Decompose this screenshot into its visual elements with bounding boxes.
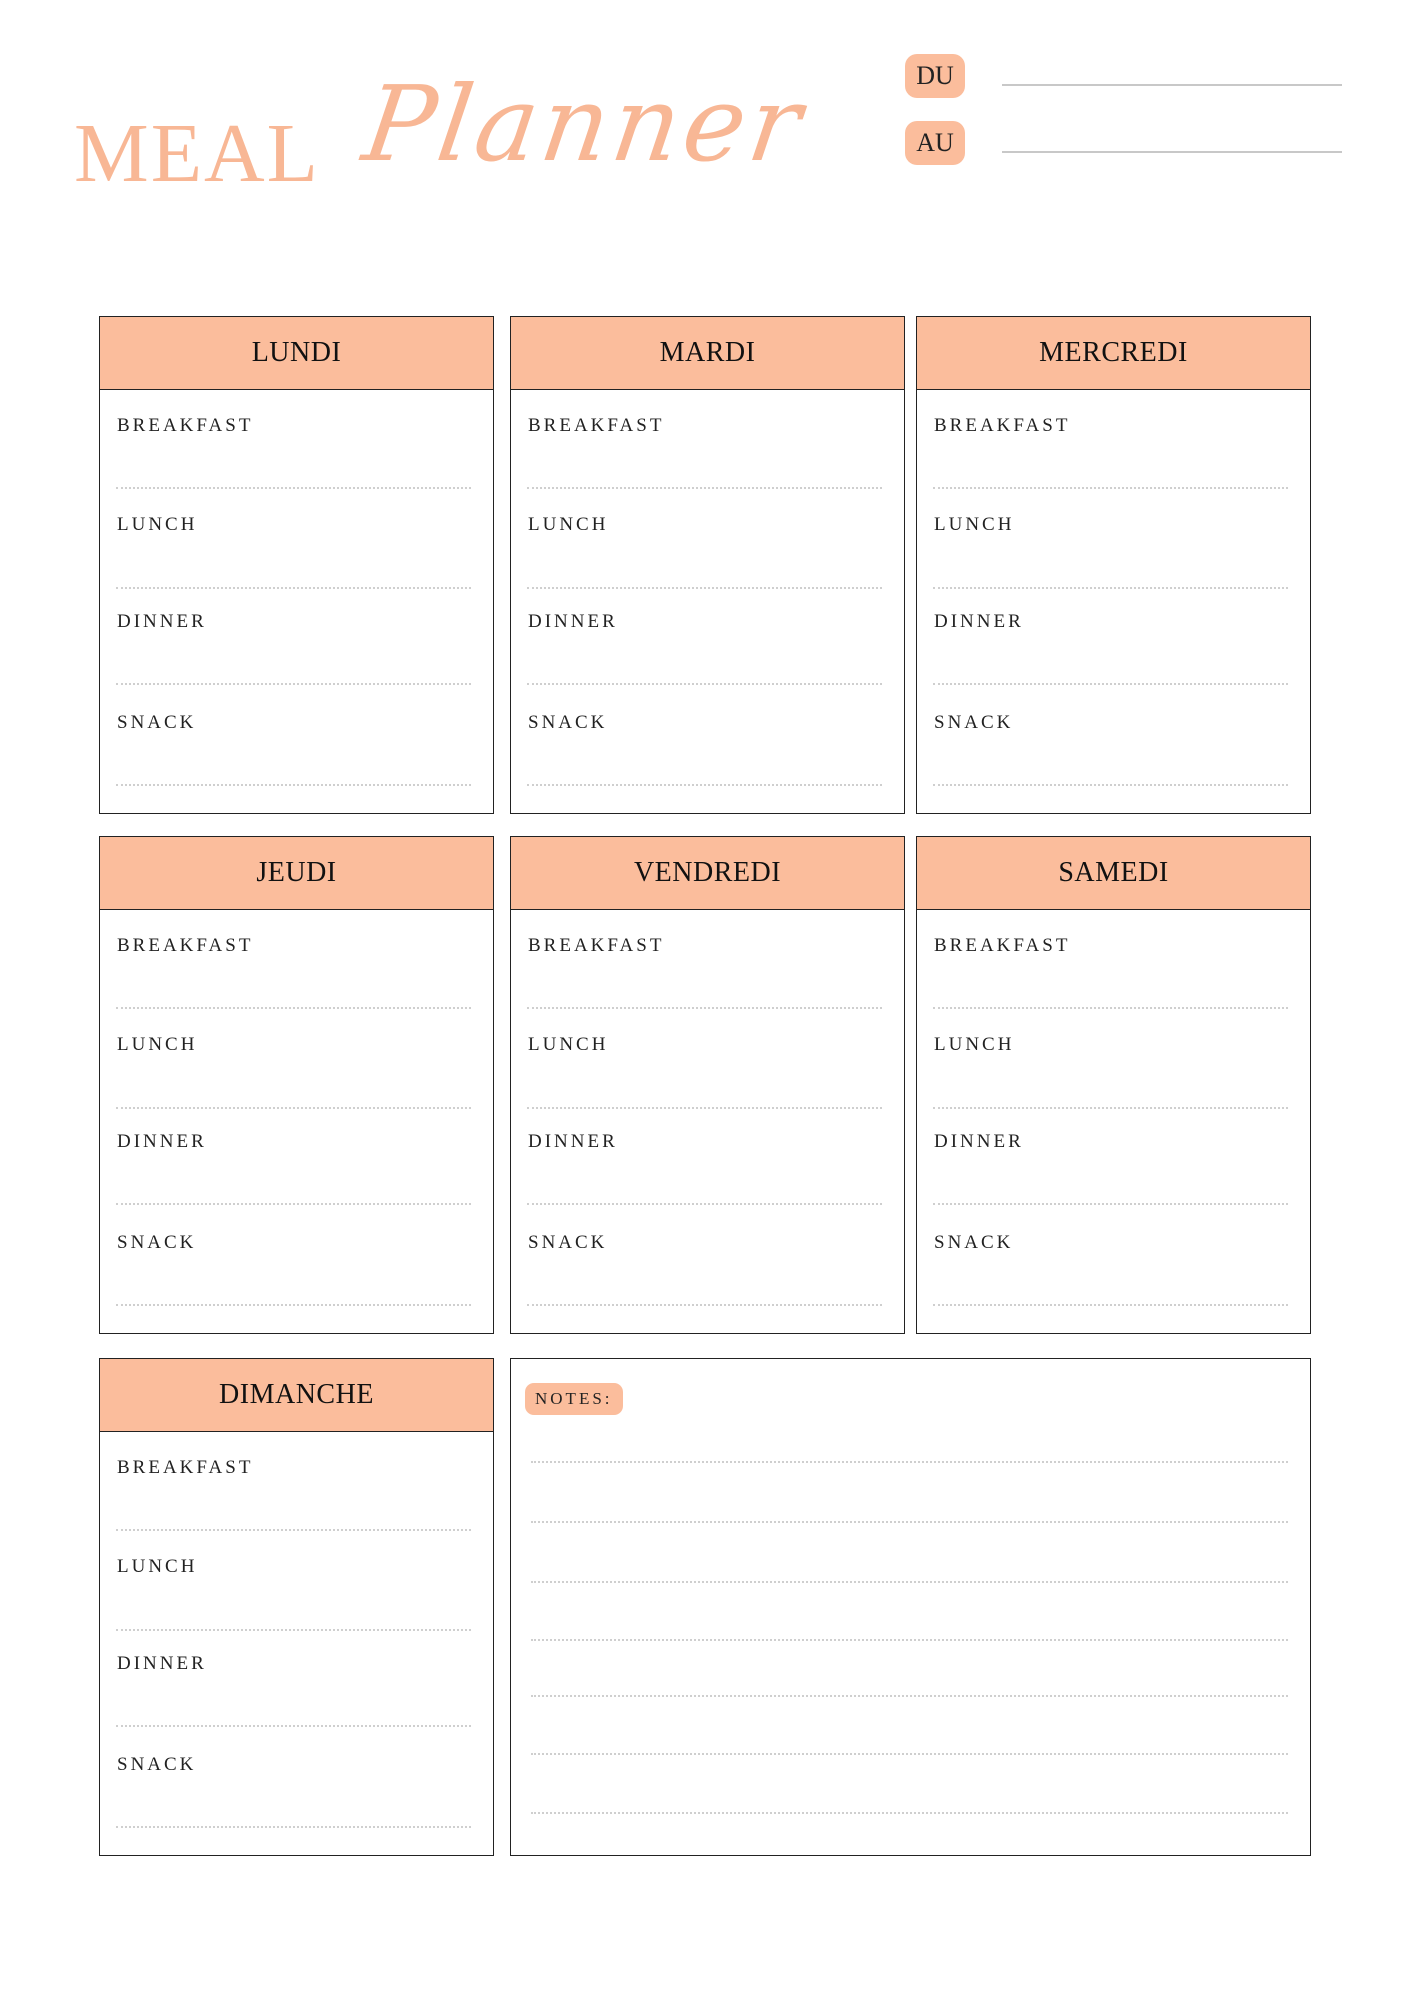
meal-entry-line-lunch[interactable]: [933, 1107, 1288, 1109]
notes-line[interactable]: [531, 1461, 1288, 1463]
meal-label-snack: SNACK: [528, 1232, 608, 1253]
meal-entry-line-lunch[interactable]: [116, 587, 471, 589]
day-card-mercredi: [916, 316, 1311, 814]
meal-label-snack: SNACK: [934, 1232, 1014, 1253]
from-date-line[interactable]: [1002, 84, 1342, 86]
meal-label-breakfast: BREAKFAST: [117, 1457, 254, 1478]
meal-label-breakfast: BREAKFAST: [934, 935, 1071, 956]
meal-entry-line-lunch[interactable]: [527, 587, 882, 589]
meal-entry-line-dinner[interactable]: [527, 683, 882, 685]
meal-label-dinner: DINNER: [528, 1131, 618, 1152]
meal-label-breakfast: BREAKFAST: [117, 935, 254, 956]
meal-label-lunch: LUNCH: [117, 1556, 198, 1577]
meal-label-lunch: LUNCH: [117, 1034, 198, 1055]
meal-label-dinner: DINNER: [934, 611, 1024, 632]
meal-label-snack: SNACK: [528, 712, 608, 733]
meal-entry-line-dinner[interactable]: [527, 1203, 882, 1205]
meal-label-snack: SNACK: [117, 1232, 197, 1253]
from-date-badge: DU: [905, 54, 965, 98]
day-header: MARDI: [511, 317, 904, 390]
to-date-line[interactable]: [1002, 151, 1342, 153]
meal-entry-line-lunch[interactable]: [116, 1629, 471, 1631]
meal-label-lunch: LUNCH: [934, 514, 1015, 535]
notes-line[interactable]: [531, 1639, 1288, 1641]
meal-label-snack: SNACK: [117, 1754, 197, 1775]
meal-label-breakfast: BREAKFAST: [934, 415, 1071, 436]
meal-entry-line-lunch[interactable]: [527, 1107, 882, 1109]
meal-label-lunch: LUNCH: [934, 1034, 1015, 1055]
meal-entry-line-lunch[interactable]: [116, 1107, 471, 1109]
meal-entry-line-snack[interactable]: [116, 784, 471, 786]
meal-entry-line-lunch[interactable]: [933, 587, 1288, 589]
notes-card: [510, 1358, 1311, 1856]
day-card-samedi: [916, 836, 1311, 1334]
meal-entry-line-snack[interactable]: [933, 1304, 1288, 1306]
meal-entry-line-breakfast[interactable]: [116, 1007, 471, 1009]
day-header: JEUDI: [100, 837, 493, 910]
meal-label-breakfast: BREAKFAST: [117, 415, 254, 436]
day-header: MERCREDI: [917, 317, 1310, 390]
meal-entry-line-breakfast[interactable]: [933, 487, 1288, 489]
meal-entry-line-dinner[interactable]: [116, 683, 471, 685]
day-card-lundi: [99, 316, 494, 814]
day-card-vendredi: [510, 836, 905, 1334]
notes-line[interactable]: [531, 1695, 1288, 1697]
meal-entry-line-snack[interactable]: [527, 784, 882, 786]
meal-label-snack: SNACK: [117, 712, 197, 733]
meal-label-lunch: LUNCH: [528, 1034, 609, 1055]
meal-label-snack: SNACK: [934, 712, 1014, 733]
meal-label-breakfast: BREAKFAST: [528, 935, 665, 956]
meal-label-dinner: DINNER: [117, 1653, 207, 1674]
meal-label-dinner: DINNER: [528, 611, 618, 632]
day-header: LUNDI: [100, 317, 493, 390]
meal-label-dinner: DINNER: [117, 1131, 207, 1152]
meal-label-lunch: LUNCH: [117, 514, 198, 535]
day-card-mardi: [510, 316, 905, 814]
meal-entry-line-dinner[interactable]: [116, 1725, 471, 1727]
meal-entry-line-breakfast[interactable]: [116, 1529, 471, 1531]
meal-entry-line-dinner[interactable]: [933, 1203, 1288, 1205]
day-header: VENDREDI: [511, 837, 904, 910]
meal-entry-line-breakfast[interactable]: [116, 487, 471, 489]
meal-label-breakfast: BREAKFAST: [528, 415, 665, 436]
meal-entry-line-breakfast[interactable]: [933, 1007, 1288, 1009]
meal-entry-line-dinner[interactable]: [933, 683, 1288, 685]
meal-entry-line-dinner[interactable]: [116, 1203, 471, 1205]
meal-entry-line-breakfast[interactable]: [527, 487, 882, 489]
meal-label-dinner: DINNER: [934, 1131, 1024, 1152]
day-header: DIMANCHE: [100, 1359, 493, 1432]
notes-line[interactable]: [531, 1581, 1288, 1583]
notes-line[interactable]: [531, 1812, 1288, 1814]
day-header: SAMEDI: [917, 837, 1310, 910]
to-date-badge: AU: [905, 121, 965, 165]
notes-line[interactable]: [531, 1521, 1288, 1523]
title-planner: Planner: [356, 63, 813, 185]
day-card-jeudi: [99, 836, 494, 1334]
title-meal: MEAL: [74, 107, 320, 200]
meal-entry-line-snack[interactable]: [933, 784, 1288, 786]
meal-label-lunch: LUNCH: [528, 514, 609, 535]
notes-line[interactable]: [531, 1753, 1288, 1755]
meal-entry-line-breakfast[interactable]: [527, 1007, 882, 1009]
meal-entry-line-snack[interactable]: [116, 1304, 471, 1306]
meal-entry-line-snack[interactable]: [116, 1826, 471, 1828]
meal-entry-line-snack[interactable]: [527, 1304, 882, 1306]
notes-label: NOTES:: [525, 1383, 623, 1415]
meal-label-dinner: DINNER: [117, 611, 207, 632]
day-card-dimanche: [99, 1358, 494, 1856]
